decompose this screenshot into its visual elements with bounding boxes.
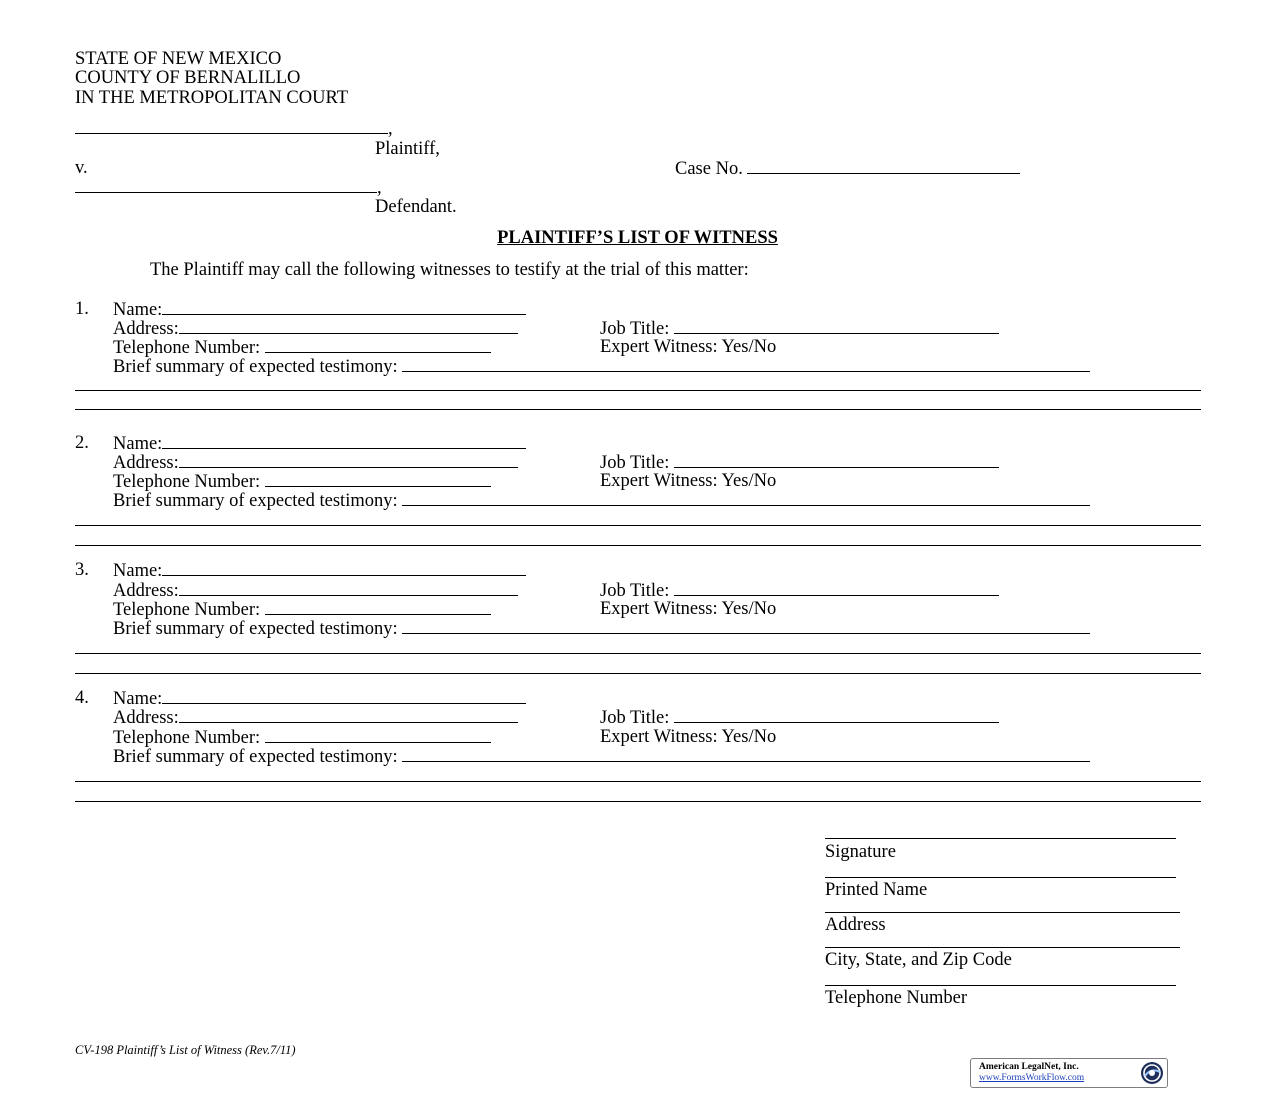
printed-name-line[interactable] [825, 877, 1176, 878]
witness-summary-blank[interactable] [402, 491, 1090, 506]
defendant-comma: , [377, 178, 382, 198]
witness-address-field[interactable] [113, 581, 518, 601]
defendant-name-blank[interactable] [75, 178, 377, 193]
witness-summary-line[interactable] [75, 801, 1201, 802]
legalnet-logo[interactable] [970, 1058, 1168, 1088]
witness-address-label: Address: [113, 319, 179, 339]
court-name: IN THE METROPOLITAN COURT [75, 88, 349, 108]
witness-number: 1. [75, 299, 89, 319]
witness-telephone-label: Telephone Number: [113, 338, 261, 358]
witness-expert-option[interactable]: Expert Witness: Yes/No [600, 471, 777, 491]
case-number-blank[interactable] [747, 159, 1020, 174]
plaintiff-comma: , [388, 119, 393, 139]
witness-name-blank[interactable] [162, 561, 526, 576]
printed-name-label: Printed Name [825, 880, 928, 900]
witness-name-blank[interactable] [162, 434, 526, 449]
witness-job-title-blank[interactable] [674, 319, 999, 334]
witness-job-title-label: Job Title: [600, 319, 670, 339]
witness-job-title-field[interactable] [600, 319, 999, 339]
intro-text: The Plaintiff may call the following witnesses to testify at the trial of this matter: [150, 260, 749, 280]
witness-address-label: Address: [113, 581, 179, 601]
plaintiff-name-blank[interactable] [75, 119, 388, 134]
court-state: STATE OF NEW MEXICO [75, 49, 282, 69]
witness-address-field[interactable] [113, 319, 518, 339]
witness-job-title-blank[interactable] [674, 581, 999, 596]
court-county: COUNTY OF BERNALILLO [75, 68, 301, 88]
witness-summary-label: Brief summary of expected testimony: [113, 619, 398, 639]
witness-summary-blank[interactable] [402, 357, 1090, 372]
witness-telephone-blank[interactable] [265, 338, 491, 353]
plaintiff-name-line[interactable] [75, 119, 393, 139]
witness-address-label: Address: [113, 708, 179, 728]
versus-label: v. [75, 158, 88, 178]
witness-name-field[interactable] [113, 689, 526, 709]
witness-name-label: Name: [113, 434, 163, 454]
witness-job-title-blank[interactable] [674, 453, 999, 468]
telephone-line[interactable] [825, 985, 1176, 986]
witness-number: 3. [75, 560, 89, 580]
witness-address-blank[interactable] [179, 708, 518, 723]
witness-address-field[interactable] [113, 453, 518, 473]
signature-line[interactable] [825, 838, 1176, 839]
witness-summary-label: Brief summary of expected testimony: [113, 747, 398, 767]
witness-name-field[interactable] [113, 561, 526, 581]
witness-job-title-field[interactable] [600, 581, 999, 601]
city-state-zip-line[interactable] [825, 947, 1180, 948]
witness-summary-line[interactable] [75, 409, 1201, 410]
witness-address-field[interactable] [113, 708, 518, 728]
witness-summary-line[interactable] [75, 525, 1201, 526]
witness-name-label: Name: [113, 561, 163, 581]
witness-summary-field[interactable] [113, 619, 1090, 639]
witness-telephone-field[interactable] [113, 600, 491, 620]
plaintiff-label: Plaintiff, [375, 139, 440, 159]
witness-job-title-blank[interactable] [674, 708, 999, 723]
witness-address-blank[interactable] [179, 453, 518, 468]
address-label: Address [825, 915, 886, 935]
witness-summary-line[interactable] [75, 390, 1201, 391]
case-number-label: Case No. [675, 159, 743, 179]
witness-summary-line[interactable] [75, 653, 1201, 654]
witness-expert-option[interactable]: Expert Witness: Yes/No [600, 599, 777, 619]
witness-expert-option[interactable]: Expert Witness: Yes/No [600, 727, 777, 747]
witness-summary-label: Brief summary of expected testimony: [113, 357, 398, 377]
form-id: CV-198 Plaintiff’s List of Witness (Rev.7/11) [75, 1043, 296, 1057]
witness-summary-blank[interactable] [402, 747, 1090, 762]
telephone-label: Telephone Number [825, 988, 968, 1008]
witness-summary-blank[interactable] [402, 619, 1090, 634]
witness-number: 4. [75, 688, 89, 708]
witness-address-blank[interactable] [179, 581, 518, 596]
witness-summary-line[interactable] [75, 781, 1201, 782]
witness-job-title-label: Job Title: [600, 453, 670, 473]
witness-address-blank[interactable] [179, 319, 518, 334]
defendant-name-line[interactable] [75, 178, 382, 198]
witness-telephone-field[interactable] [113, 338, 491, 358]
witness-telephone-field[interactable] [113, 728, 491, 748]
witness-summary-field[interactable] [113, 747, 1090, 767]
witness-job-title-label: Job Title: [600, 581, 670, 601]
witness-job-title-field[interactable] [600, 453, 999, 473]
address-line[interactable] [825, 912, 1180, 913]
defendant-label: Defendant. [375, 197, 457, 217]
witness-telephone-label: Telephone Number: [113, 728, 261, 748]
witness-telephone-blank[interactable] [265, 472, 491, 487]
witness-telephone-field[interactable] [113, 472, 491, 492]
logo-url-link[interactable]: www.FormsWorkFlow.com [979, 1073, 1085, 1083]
witness-telephone-blank[interactable] [265, 600, 491, 615]
case-number-field[interactable] [675, 159, 1020, 179]
witness-summary-line[interactable] [75, 673, 1201, 674]
city-state-zip-label: City, State, and Zip Code [825, 950, 1012, 970]
witness-summary-field[interactable] [113, 491, 1090, 511]
witness-name-blank[interactable] [162, 689, 526, 704]
witness-name-field[interactable] [113, 434, 526, 454]
witness-address-label: Address: [113, 453, 179, 473]
witness-summary-line[interactable] [75, 545, 1201, 546]
witness-job-title-field[interactable] [600, 708, 999, 728]
document-title: PLAINTIFF’S LIST OF WITNESS [497, 228, 778, 248]
witness-name-blank[interactable] [162, 300, 526, 315]
signature-label: Signature [825, 842, 896, 862]
logo-company: American LegalNet, Inc. [979, 1062, 1079, 1072]
witness-name-label: Name: [113, 689, 163, 709]
witness-summary-field[interactable] [113, 357, 1090, 377]
globe-icon [1140, 1061, 1164, 1085]
witness-telephone-label: Telephone Number: [113, 472, 261, 492]
witness-number: 2. [75, 433, 89, 453]
witness-summary-label: Brief summary of expected testimony: [113, 491, 398, 511]
witness-telephone-blank[interactable] [265, 728, 491, 743]
witness-name-field[interactable] [113, 300, 526, 320]
witness-telephone-label: Telephone Number: [113, 600, 261, 620]
witness-name-label: Name: [113, 300, 163, 320]
witness-job-title-label: Job Title: [600, 708, 670, 728]
witness-expert-option[interactable]: Expert Witness: Yes/No [600, 337, 777, 357]
